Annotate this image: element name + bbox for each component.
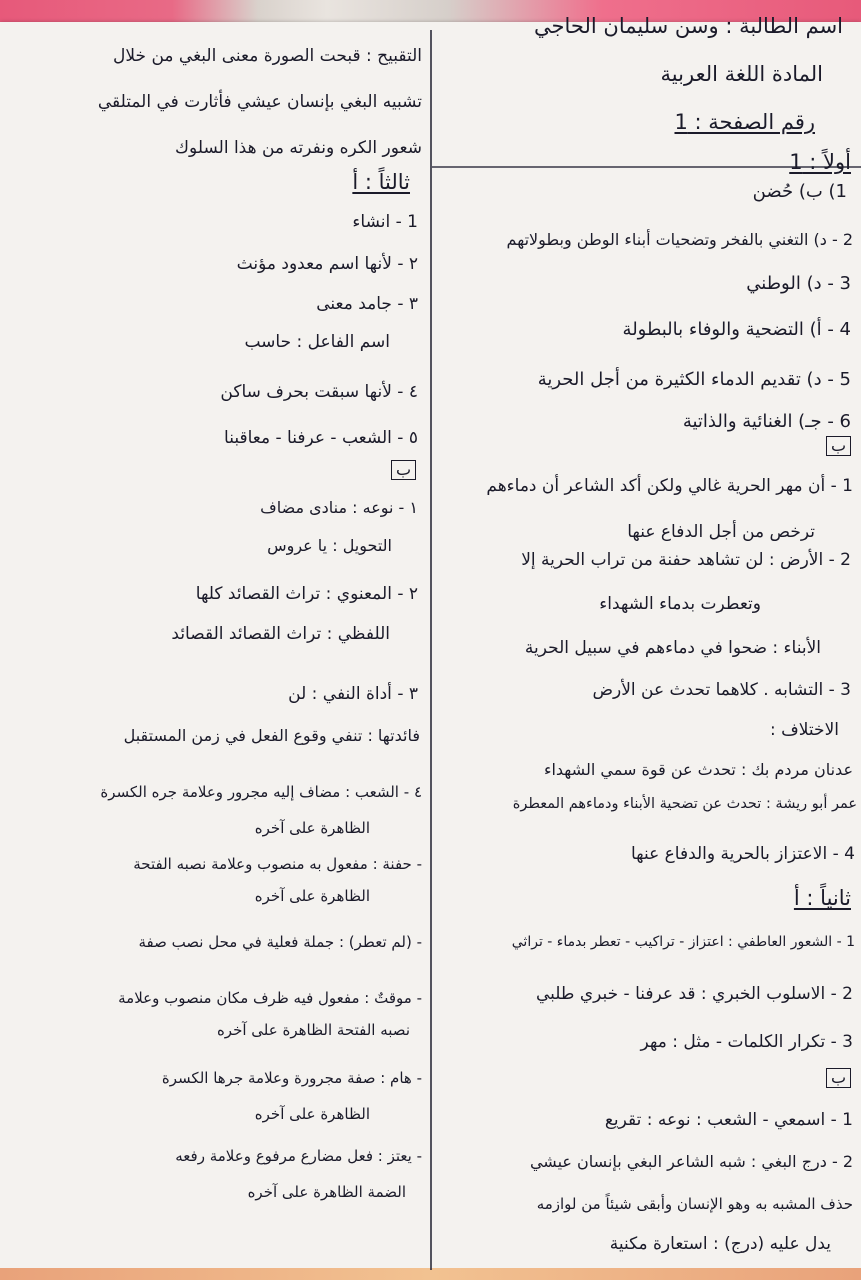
- subject-line: المادة اللغة العربية: [660, 62, 823, 86]
- s3-b-14: - هام : صفة مجرورة وعلامة جرها الكسرة: [161, 1069, 422, 1087]
- s3-b-5: ٣ - أداة النفي : لن: [288, 684, 418, 704]
- section-one-title: أولاً : 1: [789, 150, 851, 174]
- s2-a-1: 1 - الشعور العاطفي : اعتزاز - تراكيب - تعطر بدماء - تراثي: [511, 934, 855, 950]
- s3-b-15: الظاهرة على آخره: [254, 1105, 370, 1123]
- s1-b-2: ترخص من أجل الدفاع عنها: [627, 522, 815, 542]
- s3-b-label: ب: [391, 460, 416, 480]
- s2-b-2: 2 - درج البغي : شبه الشاعر البغي بإنسان عيشي: [529, 1152, 853, 1171]
- s1-b-8: عدنان مردم بك : تحدث عن قوة سمي الشهداء: [543, 760, 853, 779]
- s3-a-4: اسم الفاعل : حاسب: [244, 332, 390, 352]
- s3-a-2: ٢ - لأنها اسم معدود مؤنث: [236, 254, 418, 274]
- s1-a-4: 4 - أ) التضحية والوفاء بالبطولة: [622, 319, 851, 340]
- s3-b-12: - موقتٌ : مفعول فيه ظرف مكان منصوب وعلامة: [118, 989, 422, 1007]
- s3-b-4: اللفظي : تراث القصائد القصائد: [171, 624, 390, 644]
- section-three-title: ثالثاً : أ: [352, 170, 410, 194]
- s1-b-9: عمر أبو ريشة : تحدث عن تضحية الأبناء ودماءهم المعطرة: [512, 796, 857, 812]
- s1-b-1: 1 - أن مهر الحرية غالي ولكن أكد الشاعر أن دماءهم: [486, 476, 853, 496]
- s2-b-1: 1 - اسمعي - الشعب : نوعه : تقريع: [604, 1110, 853, 1130]
- s3-b-1: ١ - نوعه : منادى مضاف: [260, 498, 418, 517]
- student-name: اسم الطالبة : وسن سليمان الحاجي: [534, 14, 843, 38]
- section-two-title: ثانياً : أ: [793, 886, 851, 910]
- s1-b-6: 3 - التشابه . كلاهما تحدث عن الأرض: [592, 680, 851, 700]
- s3-b-8: الظاهرة على آخره: [254, 819, 370, 837]
- s1-b-5: الأبناء : ضحوا في دماءهم في سبيل الحرية: [524, 638, 821, 658]
- s3-b-7: ٤ - الشعب : مضاف إليه مجرور وعلامة جره الكسرة: [100, 783, 422, 801]
- s2-a-2: 2 - الاسلوب الخبري : قد عرفنا - خبري طلبي: [535, 984, 853, 1004]
- s3-b-11: - (لم تعطر) : جملة فعلية في محل نصب صفة: [138, 933, 422, 951]
- s1-a-5: 5 - د) تقديم الدماء الكثيرة من أجل الحرية: [537, 369, 851, 390]
- s1-b-4: وتعطرت بدماء الشهداء: [599, 594, 761, 614]
- s1-a-2: 2 - د) التغني بالفخر وتضحيات أبناء الوطن وبطولاتهم: [506, 230, 853, 249]
- s3-a-6: ٥ - الشعب - عرفنا - معاقبنا: [224, 428, 418, 448]
- s3-b-2: التحويل : يا عروس: [267, 536, 392, 555]
- s1-a-1: 1) ب) حُضن: [752, 181, 847, 202]
- s3-b-6: فائدتها : تنفي وقوع الفعل في زمن المستقبل: [123, 726, 420, 745]
- s3-b-10: الظاهرة على آخره: [254, 887, 370, 905]
- s3-b-13: نصبه الفتحة الظاهرة على آخره: [216, 1021, 410, 1039]
- s3-b-3: ٢ - المعنوي : تراث القصائد كلها: [195, 584, 418, 604]
- s1-b-7: الاختلاف :: [770, 720, 839, 740]
- commentary-2: تشبيه البغي بإنسان عيشي فأثارت في المتلقي: [97, 92, 422, 112]
- commentary-1: التقبيح : قبحت الصورة معنى البغي من خلال: [113, 46, 422, 66]
- page-number: رقم الصفحة : 1: [674, 110, 815, 134]
- s2-b-3: حذف المشبه به وهو الإنسان وأبقى شيئاً من لوازمه: [536, 1195, 853, 1213]
- s3-b-9: - حفنة : مفعول به منصوب وعلامة نصبه الفتحة: [133, 855, 422, 873]
- s1-b-3: 2 - الأرض : لن تشاهد حفنة من تراب الحرية إلا: [521, 550, 851, 570]
- commentary-3: شعور الكره ونفرته من هذا السلوك: [175, 138, 422, 158]
- s1-a-6: 6 - جـ) الغنائية والذاتية: [682, 411, 851, 432]
- s3-a-3: ٣ - جامد معنى: [316, 294, 418, 314]
- s2-b-4: يدل عليه (درج) : استعارة مكنية: [609, 1234, 831, 1254]
- s1-b-label: ب: [826, 436, 851, 456]
- s3-a-5: ٤ - لأنها سبقت بحرف ساكن: [220, 382, 418, 402]
- s2-a-3: 3 - تكرار الكلمات - مثل : مهر: [640, 1032, 853, 1052]
- column-divider: [430, 30, 432, 1270]
- s1-b-10: 4 - الاعتزاز بالحرية والدفاع عنها: [630, 844, 855, 864]
- s3-b-16: - يعتز : فعل مضارع مرفوع وعلامة رفعه: [175, 1147, 422, 1165]
- s1-a-3: 3 - د) الوطني: [746, 273, 851, 294]
- s3-a-1: 1 - انشاء: [352, 212, 418, 232]
- s3-b-17: الضمة الظاهرة على آخره: [247, 1183, 406, 1201]
- s2-b-label: ب: [826, 1068, 851, 1088]
